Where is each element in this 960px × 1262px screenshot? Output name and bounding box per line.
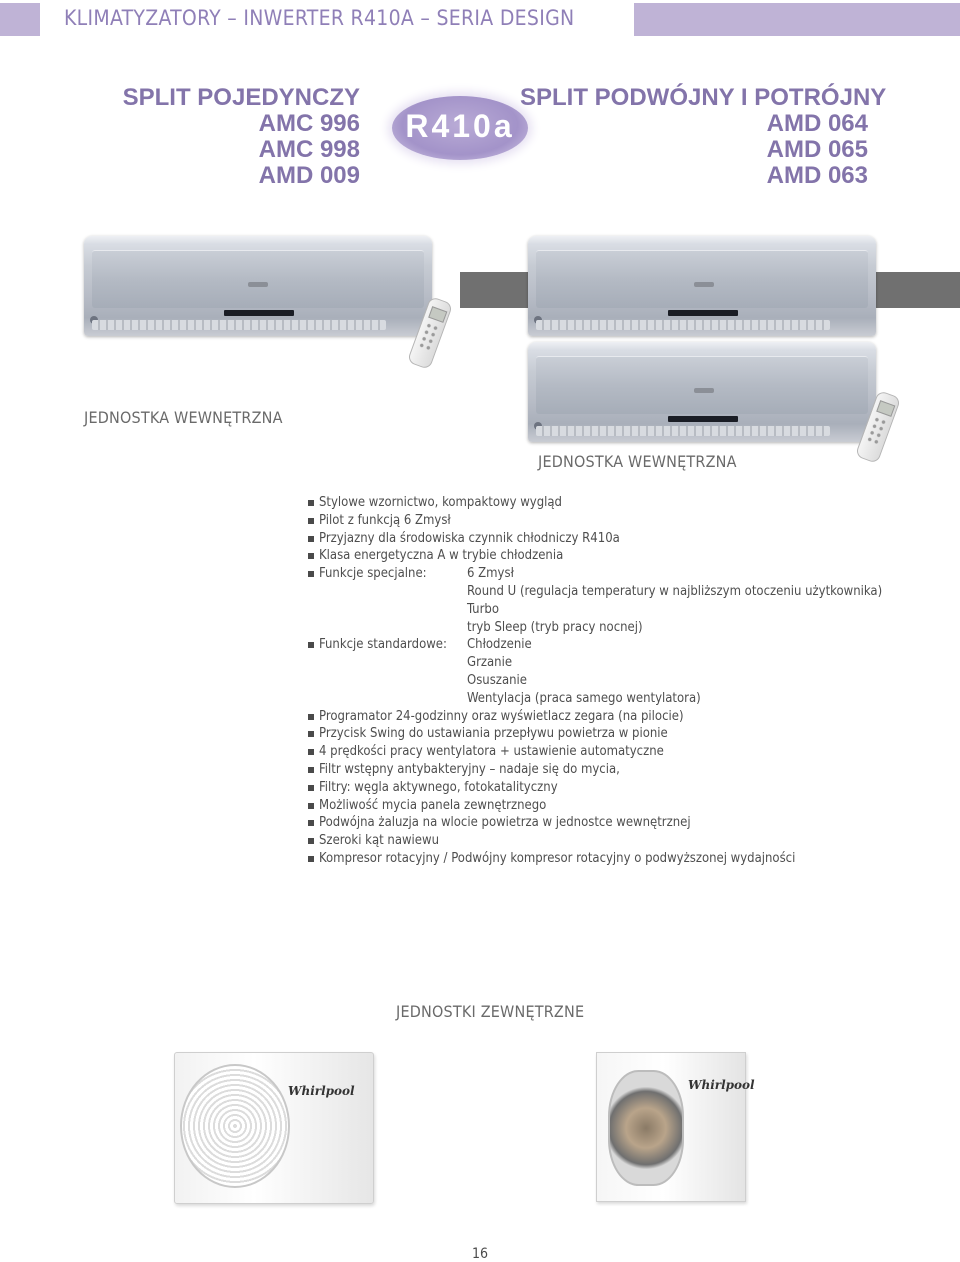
list-item: Klasa energetyczna A w trybie chłodzenia bbox=[308, 547, 948, 565]
special-functions-label: Funkcje specjalne: bbox=[319, 566, 427, 582]
standard-functions-label: Funkcje standardowe: bbox=[319, 637, 447, 653]
list-item: Stylowe wzornictwo, kompaktowy wygląd bbox=[308, 494, 948, 512]
special-functions-row: Funkcje specjalne: 6 Zmysł bbox=[308, 565, 948, 583]
model-name: AMD 063 bbox=[766, 162, 868, 189]
list-item: Przycisk Swing do ustawiania przepływu powietrza w pionie bbox=[308, 725, 948, 743]
list-item: tryb Sleep (tryb pracy nocnej) bbox=[467, 619, 643, 635]
single-split-block bbox=[80, 85, 360, 189]
multi-split-block bbox=[520, 84, 887, 189]
indoor-unit-image bbox=[528, 342, 876, 442]
list-item: Filtry: węgla aktywnego, fotokatalityczny bbox=[308, 779, 948, 797]
list-item: Kompresor rotacyjny / Podwójny kompresor rotacyjny o podwyższonej wydajności bbox=[308, 850, 948, 868]
page-number: 16 bbox=[471, 1246, 489, 1262]
list-item: Filtr wstępny antybakteryjny – nadaje się do mycia, bbox=[308, 761, 948, 779]
list-item: Round U (regulacja temperatury w najbliższym otoczeniu użytkownika) bbox=[467, 583, 883, 599]
model-name: AMD 009 bbox=[258, 162, 360, 189]
list-item: Osuszanie bbox=[467, 672, 527, 688]
list-item: Przyjazny dla środowiska czynnik chłodniczy R410a bbox=[308, 530, 948, 548]
indoor-unit-image bbox=[528, 236, 876, 336]
header-accent-right bbox=[634, 3, 960, 36]
model-name: AMC 998 bbox=[258, 136, 360, 163]
single-split-heading: SPLIT POJEDYNCZY bbox=[122, 84, 360, 111]
header-accent-left bbox=[0, 3, 40, 36]
list-item: Pilot z funkcją 6 Zmysł bbox=[308, 512, 948, 530]
standard-functions-row: Funkcje standardowe: Chłodzenie bbox=[308, 636, 948, 654]
list-item: Możliwość mycia panela zewnętrznego bbox=[308, 797, 948, 815]
model-name: AMC 996 bbox=[258, 110, 360, 137]
page-header-title: KLIMATYZATORY – INWERTER R410A – SERIA DESIGN bbox=[64, 6, 575, 30]
list-item: 4 prędkości pracy wentylatora + ustawienie automatyczne bbox=[308, 743, 948, 761]
list-item: Wentylacja (praca samego wentylatora) bbox=[467, 690, 701, 706]
feature-list bbox=[308, 494, 948, 868]
indoor-unit-caption: JEDNOSTKA WEWNĘTRZNA bbox=[538, 452, 737, 471]
fan-grille bbox=[180, 1064, 290, 1188]
model-name: AMD 064 bbox=[766, 110, 868, 137]
multi-split-heading: SPLIT PODWÓJNY I POTRÓJNY bbox=[520, 84, 887, 111]
fan-grille bbox=[608, 1070, 684, 1186]
refrigerant-badge-label: R410a bbox=[405, 108, 515, 144]
list-item: Grzanie bbox=[467, 655, 513, 671]
indoor-unit-image bbox=[84, 236, 432, 336]
list-item: Programator 24-godzinny oraz wyświetlacz zegara (na pilocie) bbox=[308, 708, 948, 726]
brand-logo: Whirlpool bbox=[688, 1078, 755, 1092]
list-item: Podwójna żaluzja na wlocie powietrza w jednostce wewnętrznej bbox=[308, 814, 948, 832]
indoor-unit-caption: JEDNOSTKA WEWNĘTRZNA bbox=[84, 408, 283, 427]
list-item: Turbo bbox=[467, 601, 499, 617]
brand-logo: Whirlpool bbox=[288, 1084, 355, 1098]
model-name: AMD 065 bbox=[766, 136, 868, 163]
list-item: Szeroki kąt nawiewu bbox=[308, 832, 948, 850]
outdoor-units-caption: JEDNOSTKI ZEWNĘTRZNE bbox=[396, 1002, 585, 1021]
